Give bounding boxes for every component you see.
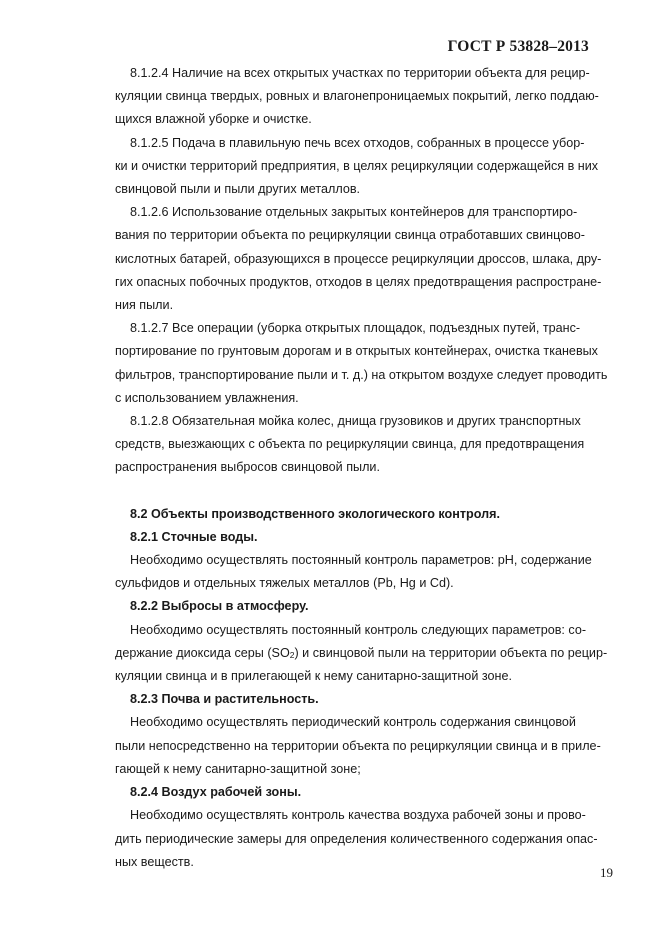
text-line: Необходимо осуществлять контроль качества воздуха рабочей зоны и прово-	[130, 808, 586, 823]
subscript: 2	[289, 649, 295, 660]
text-line: с использованием увлажнения.	[115, 390, 299, 405]
text-line: вания по территории объекта по рециркуляции свинца отработавших свинцово-	[115, 228, 585, 243]
document-body	[115, 62, 614, 874]
text-line: 8.1.2.7 Все операции (уборка открытых площадок, подъездных путей, транс-	[130, 321, 581, 336]
text-fragment: держание диоксида серы (SO	[115, 645, 290, 660]
section-spacer	[115, 480, 614, 503]
subsection-heading: 8.2.1 Сточные воды.	[130, 529, 258, 544]
section-heading: 8.2 Объекты производственного экологического контроля.	[130, 506, 500, 521]
text-line: куляции свинца твердых, ровных и влагонепроницаемых покрытий, легко поддаю-	[115, 89, 599, 104]
text-line: Необходимо осуществлять периодический контроль содержания свинцовой	[130, 715, 576, 730]
text-line: фильтров, транспортирование пыли и т. д.) на открытом воздухе следует проводить	[115, 367, 608, 382]
text-line: 8.1.2.6 Использование отдельных закрытых контейнеров для транспортиро-	[130, 205, 578, 220]
text-line: Необходимо осуществлять постоянный контроль параметров: pH, содержание	[130, 553, 592, 568]
text-line: ных веществ.	[115, 854, 194, 869]
text-line: куляции свинца и в прилегающей к нему санитарно-защитной зоне.	[115, 669, 512, 684]
text-line	[115, 642, 614, 665]
text-line: портирование по грунтовым дорогам и в открытых контейнерах, очистка тканевых	[115, 344, 598, 359]
text-line: щихся влажной уборке и очистке.	[115, 112, 312, 127]
text-line: кислотных батарей, образующихся в процессе рециркуляции дроссов, шлака, дру-	[115, 251, 602, 266]
text-line: ки и очистки территорий предприятия, в целях рециркуляции содержащейся в них	[115, 158, 599, 173]
text-line: пыли непосредственно на территории объекта по рециркуляции свинца и в приле-	[115, 738, 601, 753]
page-number: 19	[600, 865, 613, 880]
subsection-heading: 8.2.3 Почва и растительность.	[130, 692, 319, 707]
text-line: 8.1.2.5 Подача в плавильную печь всех отходов, собранных в процессе убор-	[130, 135, 585, 150]
text-fragment: ) и свинцовой пыли на территории объекта по рецир-	[294, 645, 608, 660]
subsection-heading: 8.2.2 Выбросы в атмосферу.	[130, 599, 309, 614]
text-line: гающей к нему санитарно-защитной зоне;	[115, 761, 361, 776]
text-line: распространения выбросов свинцовой пыли.	[115, 460, 380, 475]
text-line: дить периодические замеры для определения количественного содержания опас-	[115, 831, 598, 846]
text-line: сульфидов и отдельных тяжелых металлов (Pb, Hg и Cd).	[115, 576, 454, 591]
text-line: свинцовой пыли и пыли других металлов.	[115, 182, 361, 197]
text-line: гих опасных побочных продуктов, отходов в целях предотвращения распростране-	[115, 274, 602, 289]
document-code-header: ГОСТ Р 53828–2013	[447, 38, 589, 55]
text-line: 8.1.2.8 Обязательная мойка колес, днища грузовиков и других транспортных	[130, 414, 581, 429]
subsection-heading: 8.2.4 Воздух рабочей зоны.	[130, 785, 302, 800]
text-line: 8.1.2.4 Наличие на всех открытых участках по территории объекта для рецир-	[130, 66, 590, 80]
text-line: ния пыли.	[115, 298, 174, 313]
text-line: средств, выезжающих с объекта по рециркуляции свинца, для предотвращения	[115, 437, 585, 452]
text-line: Необходимо осуществлять постоянный контроль следующих параметров: со-	[130, 622, 587, 637]
